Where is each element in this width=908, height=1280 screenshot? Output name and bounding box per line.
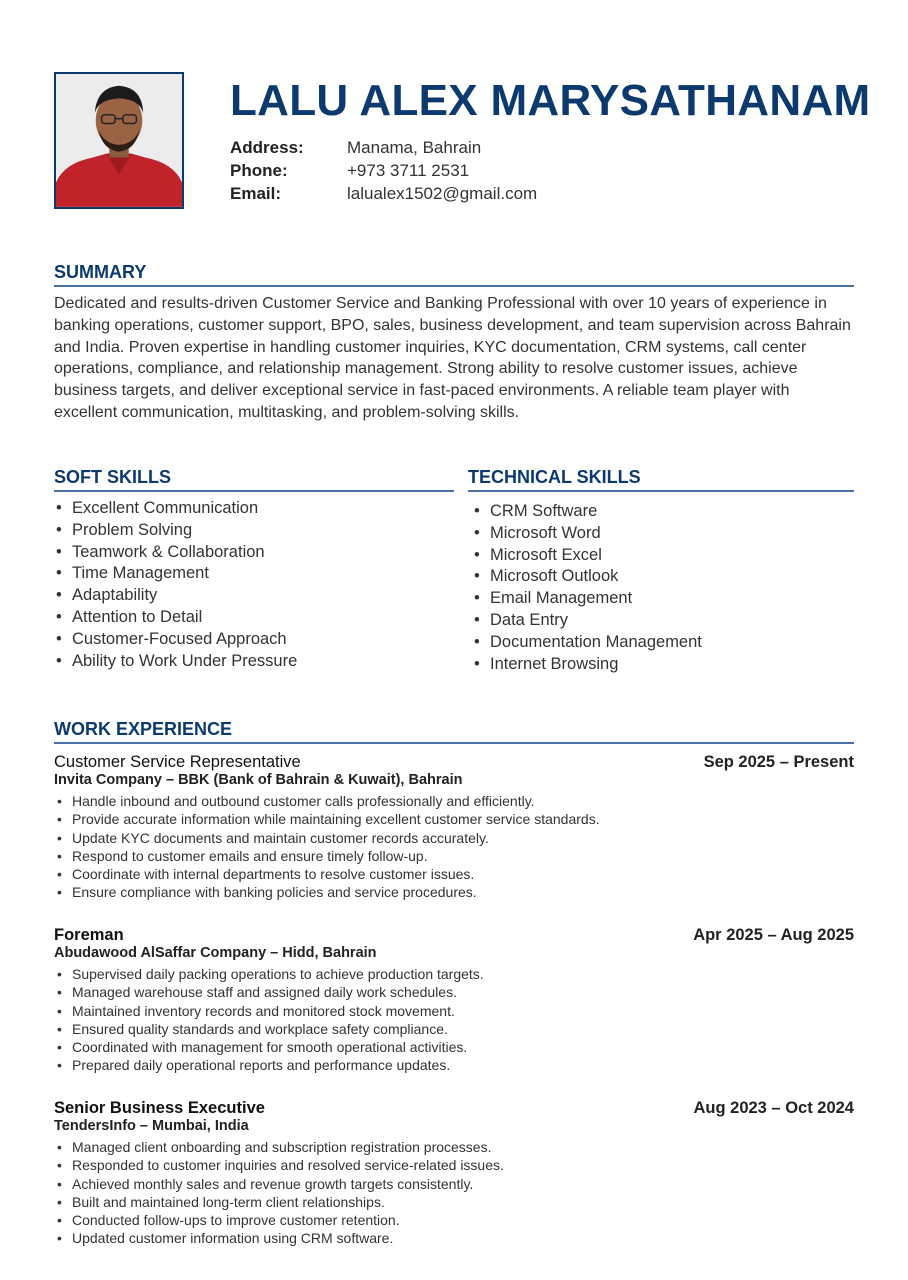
soft-skill-item: • Ability to Work Under Pressure — [54, 651, 297, 673]
work-experience-heading: WORK EXPERIENCE — [54, 719, 854, 744]
job-duties — [54, 792, 854, 902]
soft-skill-item: • Attention to Detail — [54, 607, 297, 629]
duty-item: • Maintained inventory records and monitored stock movement. — [54, 1002, 854, 1020]
technical-skill-item: • Microsoft Excel — [472, 545, 702, 567]
person-avatar-icon — [56, 74, 182, 207]
job-company: Abudawood AlSaffar Company – Hidd, Bahrain — [54, 945, 377, 961]
job-duties — [54, 1138, 854, 1248]
duty-item: • Achieved monthly sales and revenue growth targets consistently. — [54, 1175, 854, 1193]
technical-skill-item: • Data Entry — [472, 610, 702, 632]
soft-skill-item: • Customer-Focused Approach — [54, 629, 297, 651]
soft-skills-list — [54, 498, 297, 672]
job-date: Apr 2025 – Aug 2025 — [693, 926, 854, 944]
soft-skill-item: • Time Management — [54, 563, 297, 585]
summary-heading: SUMMARY — [54, 262, 854, 287]
contact-email — [230, 184, 650, 207]
job-date: Sep 2025 – Present — [703, 753, 854, 771]
duty-item: • Coordinated with management for smooth operational activities. — [54, 1038, 854, 1056]
contact-address — [230, 138, 650, 161]
soft-skill-item: • Teamwork & Collaboration — [54, 542, 297, 564]
duty-item: • Handle inbound and outbound customer calls professionally and efficiently. — [54, 792, 854, 810]
job-title: Senior Business Executive — [54, 1099, 265, 1117]
contact-block — [230, 138, 650, 207]
technical-skill-item: • Microsoft Outlook — [472, 566, 702, 588]
job-entry — [54, 752, 854, 902]
job-entry — [54, 1098, 854, 1248]
contact-value: lalualex1502@gmail.com — [347, 184, 538, 203]
duty-item: • Coordinate with internal departments to resolve customer issues. — [54, 865, 854, 883]
soft-skill-item: • Adaptability — [54, 585, 297, 607]
contact-value: +973 3711 2531 — [347, 161, 470, 180]
job-entry — [54, 925, 854, 1075]
technical-skill-item: • Internet Browsing — [472, 654, 702, 676]
duty-item: • Responded to customer inquiries and resolved service-related issues. — [54, 1156, 854, 1174]
candidate-name: LALU ALEX MARYSATHANAM — [230, 76, 871, 125]
job-title: Customer Service Representative — [54, 753, 301, 771]
job-duties — [54, 965, 854, 1075]
soft-skill-item: • Excellent Communication — [54, 498, 297, 520]
technical-skill-item: • Email Management — [472, 588, 702, 610]
job-date: Aug 2023 – Oct 2024 — [693, 1099, 854, 1117]
duty-item: • Supervised daily packing operations to achieve production targets. — [54, 965, 854, 983]
technical-skill-item: • CRM Software — [472, 501, 702, 523]
summary-text: Dedicated and results-driven Customer Service and Banking Professional with over 10 years of experience in banking operations, customer support, BPO, sales, business development, and team supervision across Bahrain and India. Proven expertise in handling customer inquiries, KYC documentation, CRM systems, call center operations, compliance, and relationship management. Strong ability to resolve customer issues, achieve business targets, and deliver exceptional service in fast-paced environments. A reliable team player with excellent communication, multitasking, and problem-solving skills. — [54, 295, 851, 421]
technical-skills-list — [472, 501, 702, 675]
duty-item: • Ensure compliance with banking policies and service procedures. — [54, 883, 854, 901]
contact-label: Address: — [230, 138, 304, 157]
duty-item: • Built and maintained long-term client relationships. — [54, 1193, 854, 1211]
contact-label: Email: — [230, 184, 282, 203]
technical-skill-item: • Documentation Management — [472, 632, 702, 654]
job-company: Invita Company – BBK (Bank of Bahrain & Kuwait), Bahrain — [54, 772, 463, 788]
duty-item: • Managed client onboarding and subscription registration processes. — [54, 1138, 854, 1156]
contact-value: Manama, Bahrain — [347, 138, 482, 157]
technical-skills-heading: TECHNICAL SKILLS — [468, 467, 854, 492]
contact-phone — [230, 161, 650, 184]
job-title: Foreman — [54, 926, 124, 944]
job-company: TendersInfo – Mumbai, India — [54, 1118, 249, 1134]
soft-skills-heading: SOFT SKILLS — [54, 467, 454, 492]
soft-skill-item: • Problem Solving — [54, 520, 297, 542]
duty-item: • Update KYC documents and maintain customer records accurately. — [54, 829, 854, 847]
duty-item: • Ensured quality standards and workplace safety compliance. — [54, 1020, 854, 1038]
contact-label: Phone: — [230, 161, 288, 180]
duty-item: • Prepared daily operational reports and performance updates. — [54, 1056, 854, 1074]
duty-item: • Respond to customer emails and ensure timely follow-up. — [54, 847, 854, 865]
duty-item: • Provide accurate information while maintaining excellent customer service standards. — [54, 810, 854, 828]
profile-photo — [54, 72, 184, 209]
duty-item: • Managed warehouse staff and assigned daily work schedules. — [54, 983, 854, 1001]
technical-skill-item: • Microsoft Word — [472, 523, 702, 545]
duty-item: • Conducted follow-ups to improve customer retention. — [54, 1211, 854, 1229]
duty-item: • Updated customer information using CRM software. — [54, 1229, 854, 1247]
